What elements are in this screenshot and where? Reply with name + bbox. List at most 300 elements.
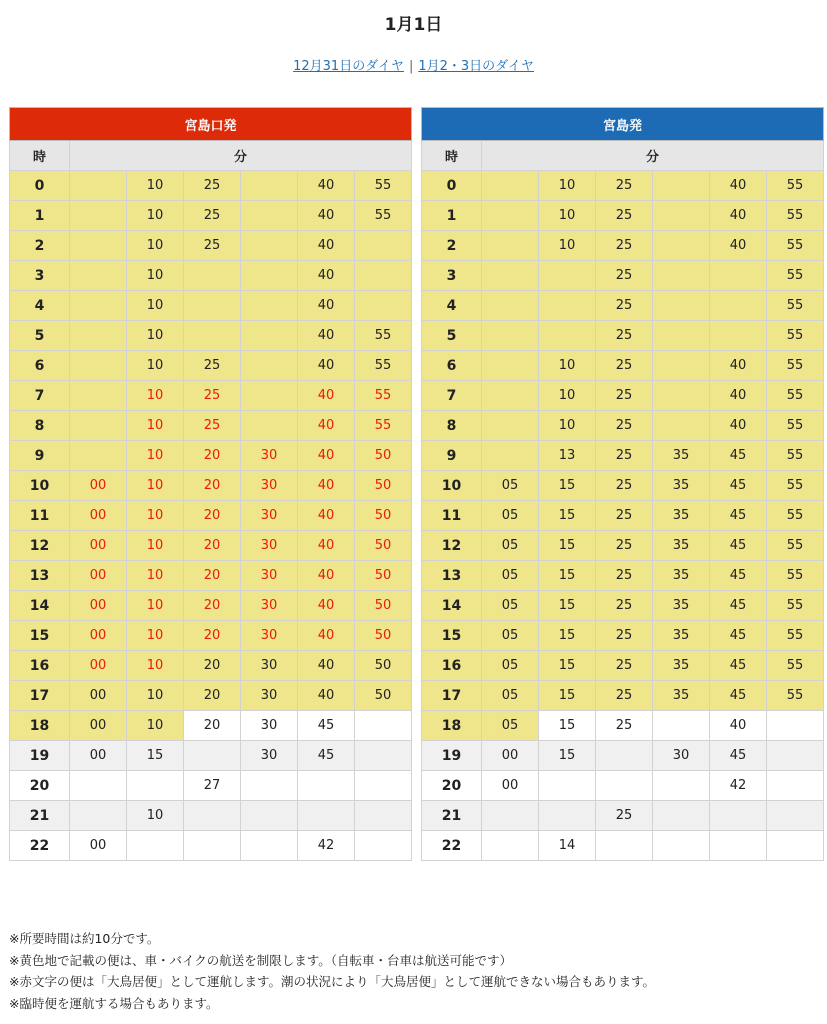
- minute-cell: [767, 831, 824, 861]
- note-item: ※黄色地で記載の便は、車・バイクの航送を制限します。（自転車・台車は航送可能です）: [9, 952, 512, 968]
- link-jan-2-3-schedule[interactable]: 1月2・3日のダイヤ: [418, 59, 534, 74]
- minute-cell: 20: [184, 441, 241, 471]
- table-row: [422, 771, 824, 801]
- hour-cell: 3: [10, 261, 70, 291]
- minute-cell: [70, 231, 127, 261]
- minute-cell: 40: [710, 351, 767, 381]
- link-separator: |: [408, 59, 414, 74]
- minute-cell: 20: [184, 651, 241, 681]
- minute-cell: [184, 261, 241, 291]
- minute-cell: 00: [70, 471, 127, 501]
- minute-cell: 30: [241, 471, 298, 501]
- minute-cell: [596, 741, 653, 771]
- minute-cell: 10: [539, 351, 596, 381]
- minute-cell: [184, 741, 241, 771]
- table-row: [10, 501, 412, 531]
- minute-cell: 40: [298, 231, 355, 261]
- hour-cell: 10: [422, 471, 482, 501]
- minute-cell: 10: [127, 591, 184, 621]
- minute-cell: 15: [539, 591, 596, 621]
- minute-cell: 40: [710, 201, 767, 231]
- hour-cell: 14: [422, 591, 482, 621]
- minute-cell: 25: [596, 321, 653, 351]
- minute-cell: [127, 831, 184, 861]
- minute-cell: [482, 801, 539, 831]
- minute-cell: [767, 771, 824, 801]
- table-row: [10, 171, 412, 201]
- minute-cell: 55: [767, 351, 824, 381]
- hour-cell: 21: [10, 801, 70, 831]
- minute-cell: [767, 801, 824, 831]
- hour-cell: 22: [422, 831, 482, 861]
- minute-cell: [70, 201, 127, 231]
- minute-cell: 00: [70, 681, 127, 711]
- minute-cell: 55: [355, 321, 412, 351]
- minute-cell: [653, 411, 710, 441]
- minute-cell: 25: [596, 501, 653, 531]
- table-row: [10, 711, 412, 741]
- minute-cell: 25: [596, 531, 653, 561]
- minute-cell: [355, 801, 412, 831]
- minute-cell: 50: [355, 531, 412, 561]
- table-row: [422, 501, 824, 531]
- minute-cell: [710, 291, 767, 321]
- table-row: [10, 201, 412, 231]
- table-row: [422, 831, 824, 861]
- minute-cell: [653, 711, 710, 741]
- minute-cell: 20: [184, 681, 241, 711]
- table-row: [10, 291, 412, 321]
- hour-cell: 7: [422, 381, 482, 411]
- link-dec-31-schedule[interactable]: 12月31日のダイヤ: [293, 59, 404, 74]
- minute-cell: 15: [539, 531, 596, 561]
- minute-cell: [653, 231, 710, 261]
- minute-cell: 30: [241, 561, 298, 591]
- minute-cell: [482, 351, 539, 381]
- minute-cell: 55: [767, 501, 824, 531]
- minute-cell: 45: [298, 741, 355, 771]
- minute-cell: 10: [127, 321, 184, 351]
- minute-cell: 55: [767, 621, 824, 651]
- minute-cell: [482, 381, 539, 411]
- minute-cell: [710, 801, 767, 831]
- table-row: [10, 351, 412, 381]
- table-row: [422, 651, 824, 681]
- minute-cell: [355, 741, 412, 771]
- minute-cell: 10: [127, 471, 184, 501]
- minute-cell: [70, 351, 127, 381]
- minute-cell: 10: [539, 411, 596, 441]
- minute-cell: 40: [710, 171, 767, 201]
- table-row: [10, 651, 412, 681]
- hour-cell: 21: [422, 801, 482, 831]
- minute-cell: 30: [241, 651, 298, 681]
- minute-cell: 55: [767, 681, 824, 711]
- minute-header: 分: [482, 141, 824, 171]
- minute-cell: 00: [70, 591, 127, 621]
- table-row: [10, 681, 412, 711]
- minute-cell: 25: [596, 291, 653, 321]
- minute-cell: [539, 771, 596, 801]
- minute-cell: 15: [539, 561, 596, 591]
- minute-cell: 05: [482, 651, 539, 681]
- hour-cell: 7: [10, 381, 70, 411]
- table-row: [422, 681, 824, 711]
- minute-cell: [482, 321, 539, 351]
- minute-cell: [184, 291, 241, 321]
- minute-cell: [653, 831, 710, 861]
- minute-cell: 45: [710, 531, 767, 561]
- minute-cell: 20: [184, 591, 241, 621]
- minute-cell: 30: [241, 441, 298, 471]
- minute-cell: 10: [539, 201, 596, 231]
- minute-cell: 50: [355, 621, 412, 651]
- minute-cell: 10: [127, 261, 184, 291]
- page-title: 1月1日: [384, 15, 443, 35]
- minute-cell: 35: [653, 681, 710, 711]
- hour-header: 時: [422, 141, 482, 171]
- minute-cell: 50: [355, 681, 412, 711]
- minute-cell: [241, 831, 298, 861]
- minute-cell: 20: [184, 531, 241, 561]
- minute-cell: 40: [298, 501, 355, 531]
- minute-cell: [539, 261, 596, 291]
- table-row: [422, 711, 824, 741]
- minute-cell: 40: [298, 411, 355, 441]
- minute-cell: 10: [127, 441, 184, 471]
- minute-cell: [539, 291, 596, 321]
- minute-cell: [70, 171, 127, 201]
- table-row: [422, 411, 824, 441]
- hour-cell: 20: [10, 771, 70, 801]
- table-row: [10, 231, 412, 261]
- minute-cell: 55: [767, 381, 824, 411]
- minute-cell: 00: [70, 831, 127, 861]
- hour-cell: 15: [422, 621, 482, 651]
- table-row: [10, 471, 412, 501]
- minute-cell: 10: [127, 621, 184, 651]
- minute-cell: 15: [539, 471, 596, 501]
- minute-cell: [184, 321, 241, 351]
- minute-cell: [355, 831, 412, 861]
- minute-cell: [70, 321, 127, 351]
- minute-cell: 45: [710, 651, 767, 681]
- minute-cell: 55: [767, 291, 824, 321]
- hour-cell: 4: [422, 291, 482, 321]
- minute-cell: 25: [596, 561, 653, 591]
- minute-cell: 10: [127, 711, 184, 741]
- minute-cell: 10: [127, 201, 184, 231]
- minute-cell: 15: [127, 741, 184, 771]
- minute-cell: 25: [596, 231, 653, 261]
- minute-cell: 20: [184, 501, 241, 531]
- minute-cell: 50: [355, 501, 412, 531]
- minute-cell: 40: [298, 441, 355, 471]
- minute-cell: [241, 261, 298, 291]
- minute-cell: [355, 231, 412, 261]
- minute-cell: [184, 801, 241, 831]
- minute-cell: 25: [596, 351, 653, 381]
- hour-cell: 13: [10, 561, 70, 591]
- minute-cell: 45: [710, 441, 767, 471]
- minute-cell: 25: [596, 591, 653, 621]
- minute-cell: [70, 291, 127, 321]
- hour-cell: 17: [10, 681, 70, 711]
- minute-cell: 14: [539, 831, 596, 861]
- date-nav-links: [0, 55, 827, 74]
- hour-cell: 6: [422, 351, 482, 381]
- hour-cell: 3: [422, 261, 482, 291]
- minute-cell: [653, 381, 710, 411]
- minute-cell: 40: [298, 321, 355, 351]
- minute-cell: 55: [767, 591, 824, 621]
- table-row: [422, 741, 824, 771]
- minute-cell: 05: [482, 471, 539, 501]
- minute-cell: 00: [482, 741, 539, 771]
- minute-cell: 05: [482, 711, 539, 741]
- notes: [9, 928, 655, 1014]
- minute-cell: 00: [70, 501, 127, 531]
- table-row: [10, 261, 412, 291]
- minute-cell: 45: [710, 741, 767, 771]
- minute-cell: [355, 711, 412, 741]
- hour-cell: 18: [10, 711, 70, 741]
- table-row: [422, 381, 824, 411]
- table-row: [422, 201, 824, 231]
- minute-cell: [653, 291, 710, 321]
- hour-cell: 16: [422, 651, 482, 681]
- table-row: [10, 771, 412, 801]
- minute-cell: 40: [298, 201, 355, 231]
- table-row: [10, 381, 412, 411]
- minute-cell: 55: [767, 471, 824, 501]
- minute-cell: [241, 291, 298, 321]
- hour-cell: 2: [422, 231, 482, 261]
- hour-cell: 8: [10, 411, 70, 441]
- minute-cell: 45: [298, 711, 355, 741]
- minute-cell: 20: [184, 561, 241, 591]
- minute-cell: [653, 171, 710, 201]
- minute-cell: 42: [298, 831, 355, 861]
- minute-cell: 25: [596, 201, 653, 231]
- note-item: ※臨時便を運航する場合もあります。: [9, 995, 219, 1011]
- minute-cell: [482, 411, 539, 441]
- table-row: [10, 831, 412, 861]
- hour-cell: 11: [422, 501, 482, 531]
- minute-cell: 30: [241, 501, 298, 531]
- minute-cell: 05: [482, 501, 539, 531]
- hour-cell: 4: [10, 291, 70, 321]
- table-row: [422, 591, 824, 621]
- minute-cell: 25: [184, 351, 241, 381]
- hour-cell: 0: [10, 171, 70, 201]
- minute-cell: 45: [710, 621, 767, 651]
- minute-cell: [653, 351, 710, 381]
- hour-cell: 12: [10, 531, 70, 561]
- hour-cell: 17: [422, 681, 482, 711]
- minute-cell: [482, 231, 539, 261]
- minute-cell: 55: [767, 651, 824, 681]
- minute-cell: 35: [653, 621, 710, 651]
- minute-cell: [482, 201, 539, 231]
- table-row: [10, 801, 412, 831]
- minute-cell: 40: [298, 561, 355, 591]
- table-row: [10, 531, 412, 561]
- minute-cell: 55: [767, 411, 824, 441]
- minute-cell: 25: [596, 681, 653, 711]
- hour-cell: 1: [422, 201, 482, 231]
- minute-cell: 40: [298, 351, 355, 381]
- minute-cell: 15: [539, 501, 596, 531]
- table-row: [10, 741, 412, 771]
- minute-cell: 15: [539, 621, 596, 651]
- minute-cell: 25: [596, 471, 653, 501]
- minute-cell: 25: [596, 711, 653, 741]
- minute-cell: 40: [710, 411, 767, 441]
- hour-cell: 9: [422, 441, 482, 471]
- minute-cell: 55: [767, 261, 824, 291]
- minute-cell: 13: [539, 441, 596, 471]
- minute-cell: 10: [539, 171, 596, 201]
- minute-cell: [653, 321, 710, 351]
- minute-cell: 10: [127, 681, 184, 711]
- minute-cell: [70, 381, 127, 411]
- hour-cell: 18: [422, 711, 482, 741]
- minute-cell: 35: [653, 441, 710, 471]
- minute-cell: 25: [596, 651, 653, 681]
- table-row: [422, 471, 824, 501]
- minute-cell: 25: [184, 411, 241, 441]
- minute-cell: 25: [596, 621, 653, 651]
- minute-cell: [241, 201, 298, 231]
- table-row: [10, 441, 412, 471]
- table-row: [422, 621, 824, 651]
- hour-cell: 5: [10, 321, 70, 351]
- minute-cell: 35: [653, 501, 710, 531]
- minute-cell: [539, 321, 596, 351]
- minute-cell: 40: [298, 651, 355, 681]
- hour-header: 時: [10, 141, 70, 171]
- hour-cell: 2: [10, 231, 70, 261]
- timetable-miyajima-departure: [421, 107, 824, 861]
- hour-cell: 5: [422, 321, 482, 351]
- minute-cell: 35: [653, 471, 710, 501]
- minute-cell: [710, 831, 767, 861]
- minute-cell: [539, 801, 596, 831]
- hour-cell: 19: [10, 741, 70, 771]
- minute-cell: [70, 261, 127, 291]
- minute-cell: 00: [70, 651, 127, 681]
- hour-cell: 12: [422, 531, 482, 561]
- minute-cell: [355, 771, 412, 801]
- minute-cell: 20: [184, 471, 241, 501]
- minute-cell: 05: [482, 591, 539, 621]
- minute-cell: 30: [241, 591, 298, 621]
- minute-cell: 00: [70, 711, 127, 741]
- minute-cell: [482, 291, 539, 321]
- table-row: [422, 291, 824, 321]
- table-row: [422, 531, 824, 561]
- minute-cell: [653, 261, 710, 291]
- minute-cell: 30: [241, 711, 298, 741]
- minute-cell: 50: [355, 591, 412, 621]
- table-row: [10, 591, 412, 621]
- hour-cell: 8: [422, 411, 482, 441]
- minute-cell: 45: [710, 501, 767, 531]
- table-caption: 宮島口発: [10, 108, 412, 141]
- minute-cell: 40: [710, 711, 767, 741]
- minute-cell: [482, 171, 539, 201]
- minute-cell: 50: [355, 441, 412, 471]
- minute-cell: 25: [596, 381, 653, 411]
- minute-cell: 40: [298, 171, 355, 201]
- hour-cell: 11: [10, 501, 70, 531]
- minute-cell: 50: [355, 471, 412, 501]
- minute-cell: 10: [127, 351, 184, 381]
- minute-cell: [70, 771, 127, 801]
- minute-cell: [767, 741, 824, 771]
- minute-cell: 10: [127, 501, 184, 531]
- minute-cell: 10: [127, 171, 184, 201]
- minute-cell: 45: [710, 471, 767, 501]
- minute-cell: 55: [355, 411, 412, 441]
- minute-cell: 55: [767, 561, 824, 591]
- minute-cell: 30: [241, 621, 298, 651]
- minute-cell: [653, 771, 710, 801]
- minute-cell: 15: [539, 711, 596, 741]
- minute-cell: 30: [241, 531, 298, 561]
- table-row: [10, 621, 412, 651]
- minute-cell: 40: [298, 381, 355, 411]
- minute-cell: [482, 831, 539, 861]
- minute-cell: 40: [298, 261, 355, 291]
- minute-cell: 10: [127, 411, 184, 441]
- minute-cell: 25: [184, 381, 241, 411]
- minute-cell: 55: [355, 351, 412, 381]
- hour-cell: 13: [422, 561, 482, 591]
- minute-cell: [482, 261, 539, 291]
- minute-cell: 25: [596, 171, 653, 201]
- minute-cell: 05: [482, 681, 539, 711]
- minute-cell: 55: [355, 201, 412, 231]
- minute-cell: 35: [653, 651, 710, 681]
- hour-cell: 14: [10, 591, 70, 621]
- hour-cell: 22: [10, 831, 70, 861]
- minute-cell: [653, 201, 710, 231]
- minute-cell: 10: [539, 381, 596, 411]
- hour-cell: 1: [10, 201, 70, 231]
- minute-cell: [241, 231, 298, 261]
- minute-cell: [482, 441, 539, 471]
- hour-cell: 15: [10, 621, 70, 651]
- minute-cell: 55: [767, 441, 824, 471]
- hour-cell: 16: [10, 651, 70, 681]
- minute-cell: [355, 291, 412, 321]
- minute-cell: 40: [298, 591, 355, 621]
- minute-cell: 05: [482, 621, 539, 651]
- table-caption: 宮島発: [422, 108, 824, 141]
- minute-cell: 25: [184, 171, 241, 201]
- minute-cell: 25: [596, 441, 653, 471]
- minute-cell: 15: [539, 681, 596, 711]
- minute-cell: 55: [767, 531, 824, 561]
- minute-cell: 10: [539, 231, 596, 261]
- table-row: [10, 321, 412, 351]
- minute-cell: 15: [539, 651, 596, 681]
- minute-cell: 10: [127, 531, 184, 561]
- minute-cell: 55: [767, 201, 824, 231]
- hour-cell: 19: [422, 741, 482, 771]
